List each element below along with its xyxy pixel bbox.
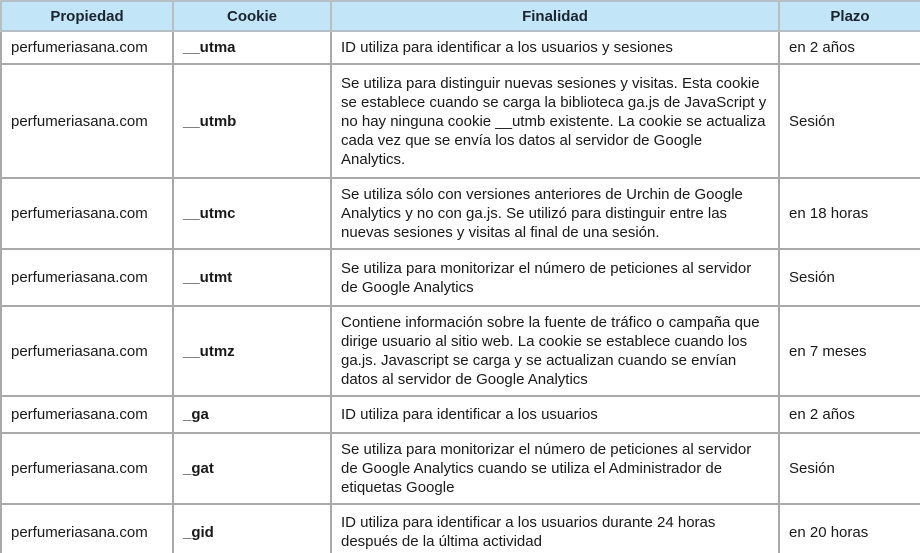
table-row [1,178,920,249]
cell-finalidad: Contiene información sobre la fuente de tráfico o campaña que dirige usuario al sitio web. La cookie se establece cuando los ga.js. Javascript se carga y se actualizan cuando se envían datos al servidor de Google Analytics [331,306,779,396]
cell-cookie: _gat [173,433,331,504]
cell-cookie: __utmb [173,64,331,178]
cell-cookie: __utmz [173,306,331,396]
cell-plazo: en 2 años [779,31,920,64]
cell-propiedad: perfumeriasana.com [1,396,173,433]
column-header-finalidad: Finalidad [331,1,779,31]
column-header-propiedad: Propiedad [1,1,173,31]
column-header-cookie: Cookie [173,1,331,31]
cell-finalidad: ID utiliza para identificar a los usuarios y sesiones [331,31,779,64]
cell-propiedad: perfumeriasana.com [1,64,173,178]
cell-propiedad: perfumeriasana.com [1,249,173,306]
table-row [1,64,920,178]
cell-plazo: en 20 horas [779,504,920,553]
table-row [1,31,920,64]
cell-cookie: __utmc [173,178,331,249]
cell-finalidad: ID utiliza para identificar a los usuarios durante 24 horas después de la última actividad [331,504,779,553]
cell-plazo: en 18 horas [779,178,920,249]
cell-cookie: __utma [173,31,331,64]
cell-finalidad: Se utiliza para distinguir nuevas sesiones y visitas. Esta cookie se establece cuando se carga la biblioteca ga.js de JavaScript y no hay ninguna cookie __utmb existente. La cookie se actualiza cada vez que se envía los datos al servidor de Google Analytics. [331,64,779,178]
cell-plazo: en 7 meses [779,306,920,396]
table-row [1,249,920,306]
cell-plazo: Sesión [779,433,920,504]
cell-plazo: en 2 años [779,396,920,433]
cell-finalidad: ID utiliza para identificar a los usuarios [331,396,779,433]
table-row [1,396,920,433]
cell-propiedad: perfumeriasana.com [1,306,173,396]
cell-finalidad: Se utiliza sólo con versiones anteriores de Urchin de Google Analytics y no con ga.js. Se utilizó para distinguir entre las nuevas sesiones y visitas al final de una sesión. [331,178,779,249]
cell-plazo: Sesión [779,249,920,306]
cell-cookie: __utmt [173,249,331,306]
table-row [1,504,920,553]
cell-cookie: _gid [173,504,331,553]
cell-cookie: _ga [173,396,331,433]
table-row [1,306,920,396]
table-header-row [1,1,920,31]
cell-plazo: Sesión [779,64,920,178]
table-row [1,433,920,504]
cell-propiedad: perfumeriasana.com [1,504,173,553]
cell-finalidad: Se utiliza para monitorizar el número de peticiones al servidor de Google Analytics [331,249,779,306]
cell-propiedad: perfumeriasana.com [1,178,173,249]
cell-propiedad: perfumeriasana.com [1,433,173,504]
column-header-plazo: Plazo [779,1,920,31]
cell-propiedad: perfumeriasana.com [1,31,173,64]
cell-finalidad: Se utiliza para monitorizar el número de peticiones al servidor de Google Analytics cuando se utiliza el Administrador de etiquetas Google [331,433,779,504]
